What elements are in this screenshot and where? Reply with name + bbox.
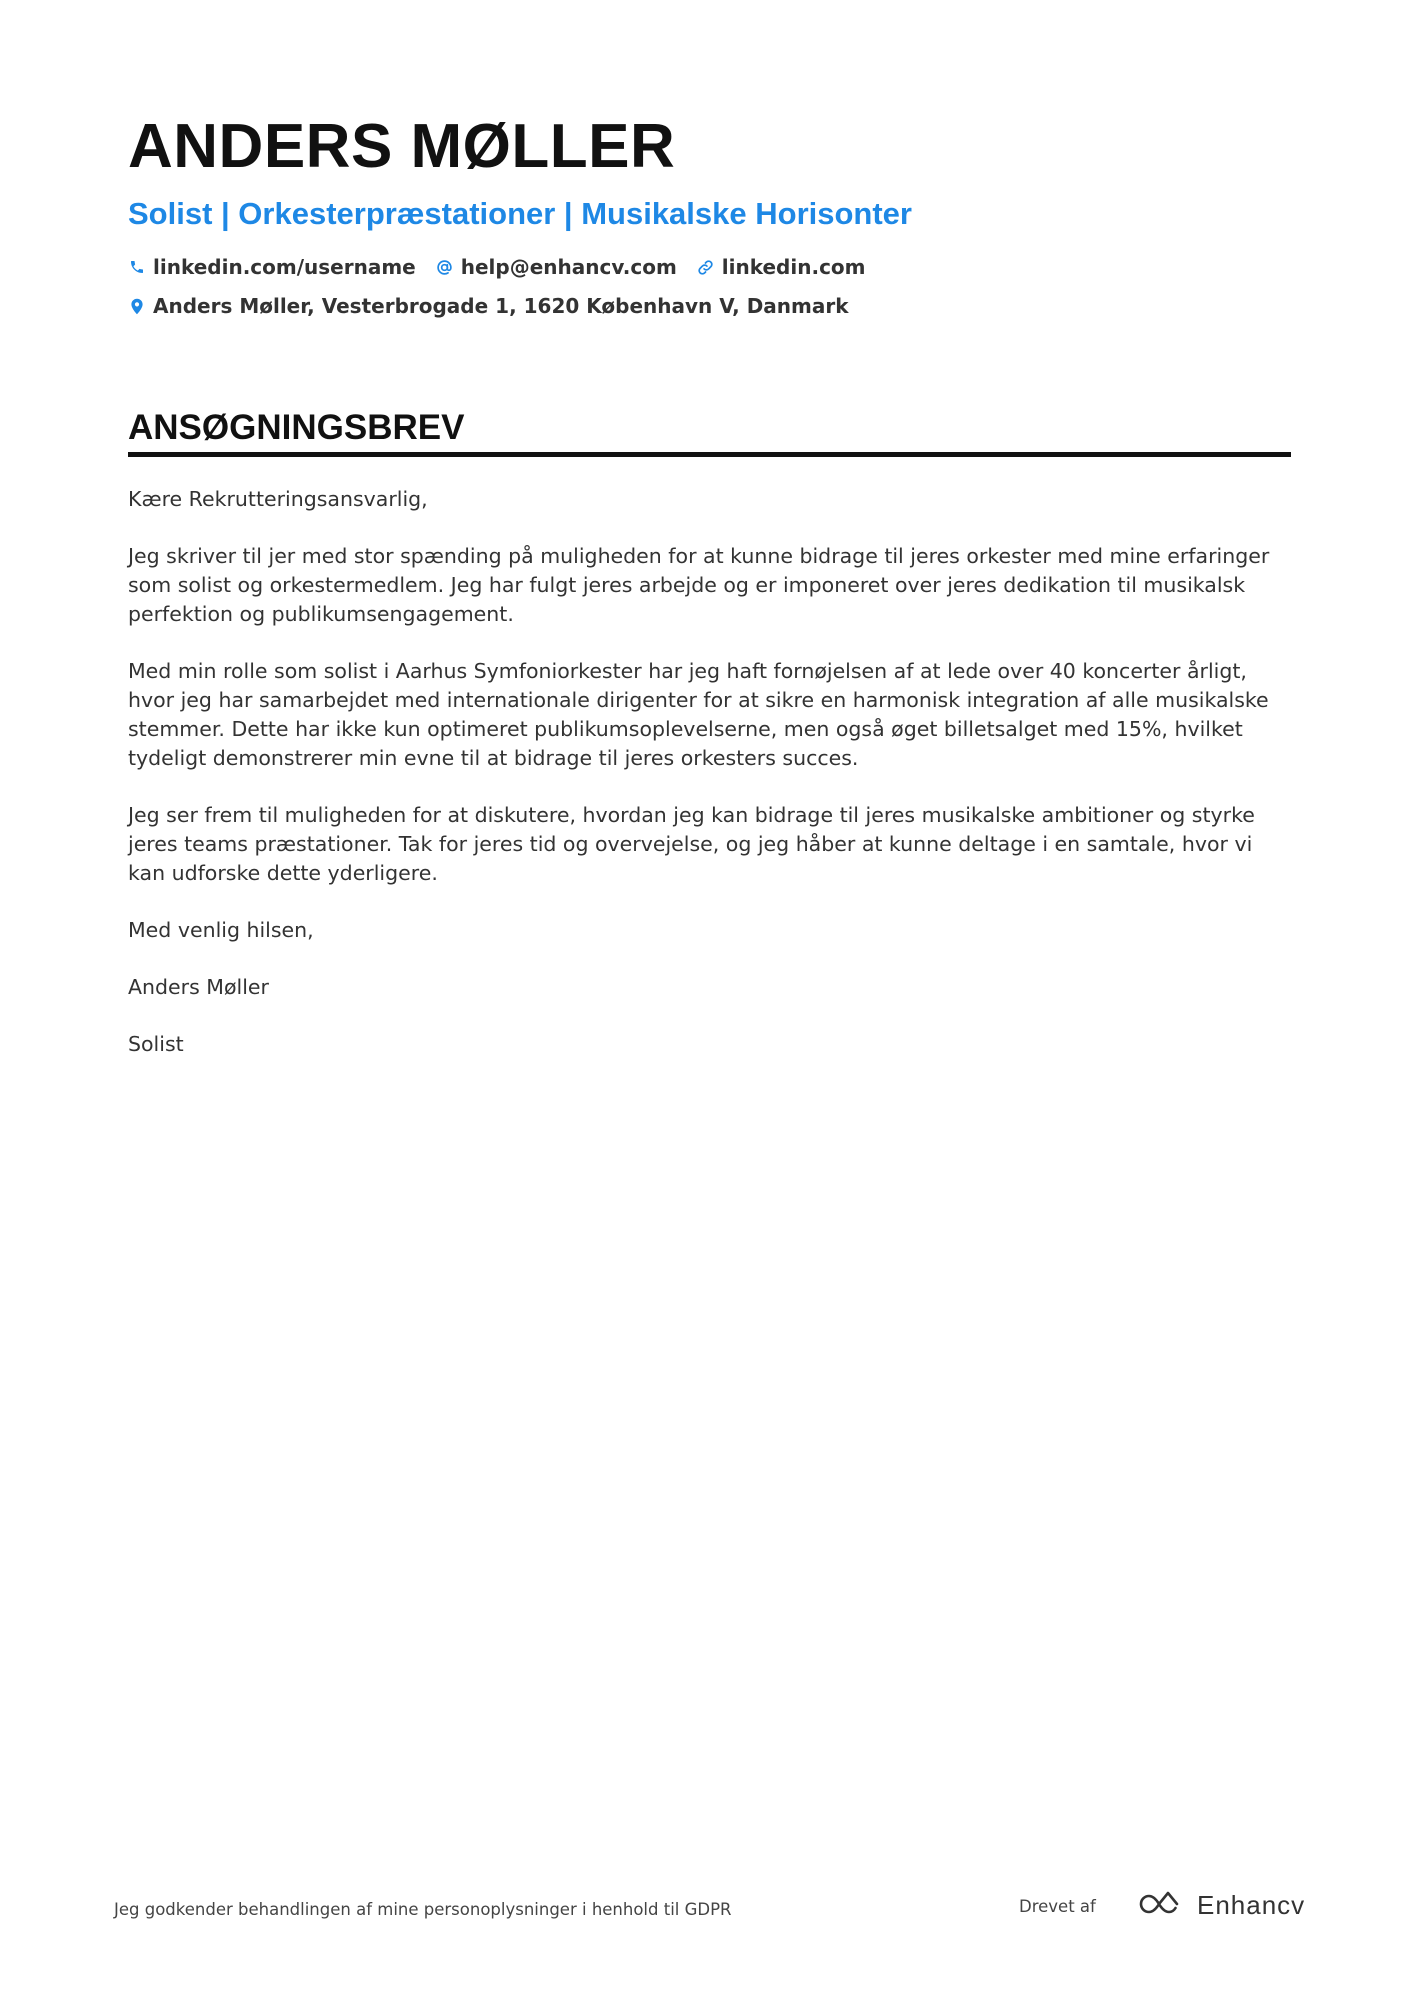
contact-phone[interactable] (128, 255, 416, 279)
letter-body (128, 485, 1291, 1059)
contact-link-text: linkedin.com (721, 255, 866, 279)
contact-address (128, 294, 849, 318)
candidate-name: ANDERS MØLLER (128, 112, 676, 181)
enhancv-brand[interactable] (1139, 1890, 1305, 1921)
enhancv-logo-icon (1139, 1891, 1185, 1921)
contact-row-address (128, 291, 1291, 321)
contact-address-text: Anders Møller, Vesterbrogade 1, 1620 København V, Danmark (153, 294, 849, 318)
contact-phone-text: linkedin.com/username (153, 255, 416, 279)
powered-by-label: Drevet af (1019, 1897, 1096, 1916)
brand-name: Enhancv (1197, 1890, 1306, 1920)
letter-paragraph: Jeg ser frem til muligheden for at diskutere, hvordan jeg kan bidrage til jeres musikalske ambitioner og styrke jeres teams præstationer. Tak for jeres tid og overvejelse, og jeg håber at kunne deltage i en samtale, hvor vi kan udforske dette yderligere. (128, 803, 1255, 885)
contact-email-text: help@enhancv.com (460, 255, 677, 279)
footer (0, 1880, 1410, 1940)
link-icon (697, 258, 715, 276)
section-divider (128, 452, 1291, 457)
contact-link[interactable] (697, 255, 866, 279)
location-pin-icon (128, 297, 146, 315)
phone-icon (128, 258, 146, 276)
contact-email[interactable] (436, 255, 677, 279)
letter-closing: Med venlig hilsen, (128, 918, 314, 942)
letter-salutation: Kære Rekrutteringsansvarlig, (128, 487, 428, 511)
contact-row-primary (128, 252, 1291, 282)
cover-letter-section (128, 406, 1291, 1087)
signature-title: Solist (128, 1032, 184, 1056)
gdpr-consent-text: Jeg godkender behandlingen af mine personoplysninger i henhold til GDPR (114, 1900, 732, 1919)
candidate-headline: Solist | Orkesterpræstationer | Musikalske Horisonter (128, 196, 912, 231)
header (128, 110, 1291, 321)
section-title: ANSØGNINGSBREV (128, 408, 465, 447)
at-icon (436, 258, 454, 276)
signature-name: Anders Møller (128, 975, 269, 999)
letter-paragraph: Jeg skriver til jer med stor spænding på muligheden for at kunne bidrage til jeres orkester med mine erfaringer som solist og orkestermedlem. Jeg har fulgt jeres arbejde og er imponeret over jeres dedikation til musikalsk perfektion og publikumsengagement. (128, 544, 1270, 626)
letter-paragraph: Med min rolle som solist i Aarhus Symfoniorkester har jeg haft fornøjelsen af at lede over 40 koncerter årligt, hvor jeg har samarbejdet med internationale dirigenter for at sikre en harmonisk integration af alle musikalske stemmer. Dette har ikke kun optimeret publikumsoplevelserne, men også øget billetsalget med 15%, hvilket tydeligt demonstrerer min evne til at bidrage til jeres orkesters succes. (128, 659, 1269, 770)
